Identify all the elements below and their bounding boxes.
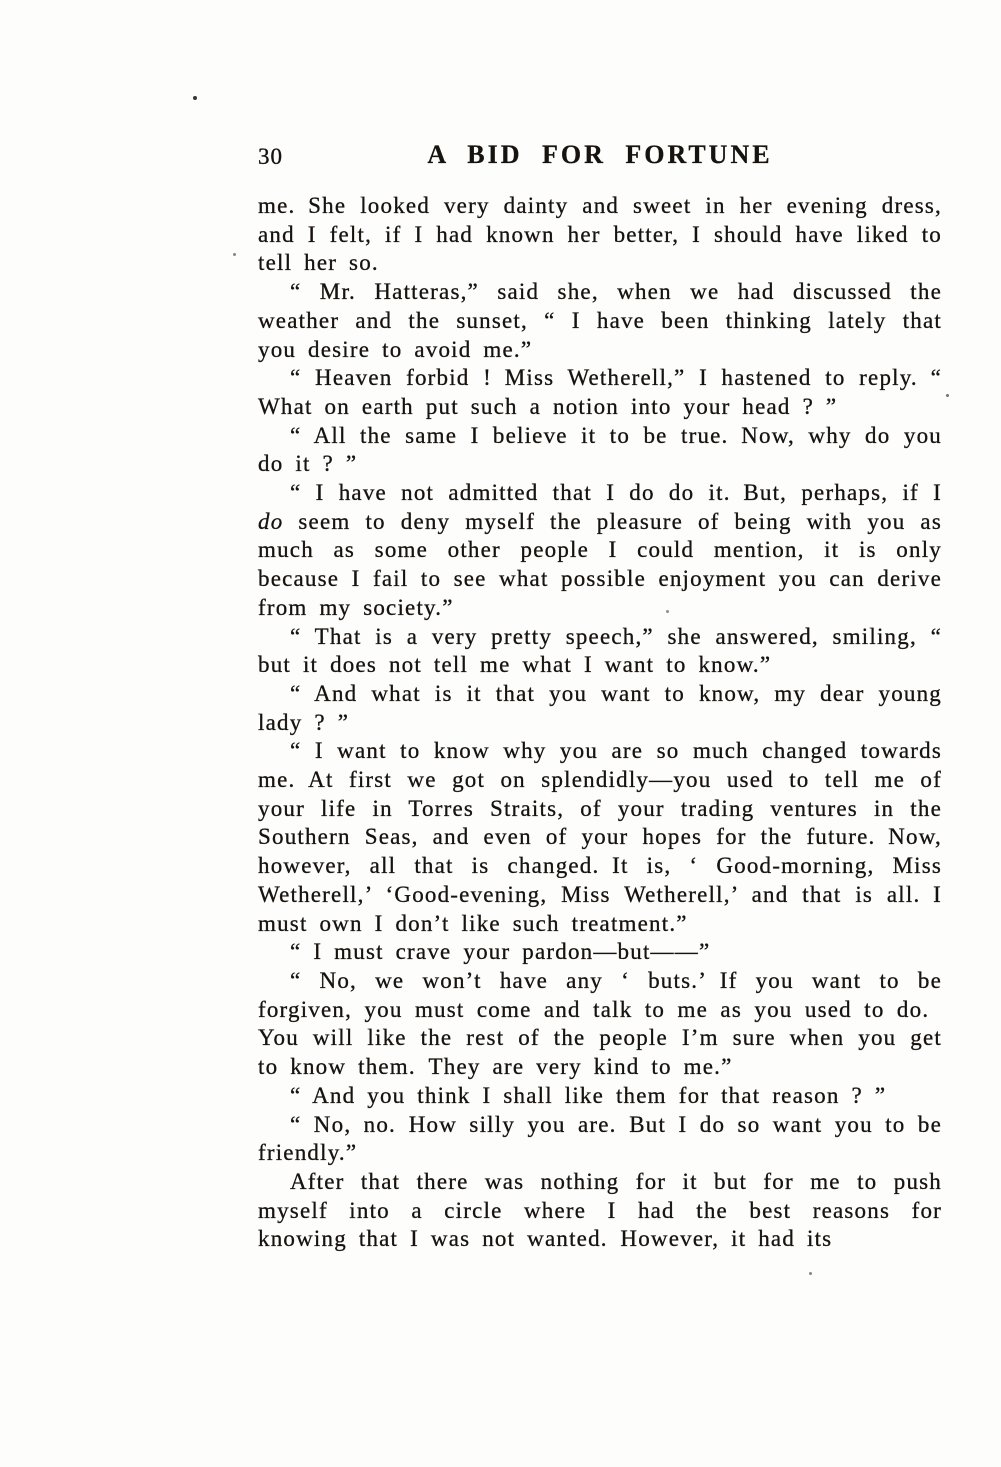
text-segment: After that there was nothing for it but for me to push myself into a circle where I had the best reasons for knowing that I was not wanted. However, it had its [258, 1168, 942, 1252]
paragraph [258, 1111, 942, 1168]
page-number: 30 [258, 144, 283, 169]
paragraph [258, 737, 942, 938]
running-head: A BID FOR FORTUNE [427, 140, 773, 169]
text-segment: seem to deny myself the pleasure of being with you as much as some other people I could mention, it is only because I fail to see what possible enjoyment you can derive from my society.” [258, 508, 942, 620]
paragraph [258, 422, 942, 479]
text-segment: “ And you think I shall like them for that reason ? ” [290, 1082, 887, 1108]
text-segment: “ I must crave your pardon—but——” [290, 939, 711, 965]
paragraph [258, 364, 942, 421]
text-segment: “ I want to know why you are so much changed towards me. At first we got on splendidly—you used to tell me of your life in Torres Straits, of your trading ventures in the Southern Seas, and even of your hopes for the future. Now, however, all that is changed. It is, ‘ Good-morning, Miss Wetherell,’ ‘Good-evening, Miss Wetherell,’ and that is all. I must own I don’t like such treatment.” [258, 738, 942, 936]
paragraph [258, 967, 942, 1082]
paragraph [258, 1168, 942, 1254]
text-segment: “ All the same I believe it to be true. Now, why do you do it ? ” [258, 422, 942, 477]
paragraph [258, 680, 942, 737]
paragraph [258, 278, 942, 364]
text-segment: “ Heaven forbid ! Miss Wetherell,” I hastened to reply. “ What on earth put such a notion into your head ? ” [258, 365, 942, 419]
paragraph [258, 1082, 942, 1111]
scan-speck [946, 394, 949, 397]
paragraph [258, 479, 942, 623]
paragraph [258, 938, 942, 967]
page-text [258, 192, 942, 1254]
scan-speck [809, 1272, 812, 1275]
text-segment: me. She looked very dainty and sweet in her evening dress, and I felt, if I had known her better, I should have liked to tell her so. [258, 193, 942, 276]
text-segment: “ No, we won’t have any ‘ buts.’ If you want to be forgiven, you must come and talk to me as you used to do. You will like the rest of the people I’m sure when you get to know them. They are very kind to me.” [258, 967, 942, 1080]
text-segment: “ I have not admitted that I do do it. But, perhaps, if I [290, 480, 942, 506]
italic-text: do [258, 508, 284, 534]
scan-speck [233, 253, 236, 256]
text-segment: “ And what is it that you want to know, my dear young lady ? ” [258, 680, 942, 735]
text-segment: “ That is a very pretty speech,” she answered, smiling, “ but it does not tell me what I want to know.” [258, 623, 942, 678]
text-segment: “ Mr. Hatteras,” said she, when we had discussed the weather and the sunset, “ I have been thinking lately that you desire to avoid me.” [258, 279, 942, 362]
scan-speck [193, 96, 197, 100]
text-segment: “ No, no. How silly you are. But I do so want you to be friendly.” [258, 1111, 942, 1166]
paragraph [258, 192, 942, 278]
paragraph [258, 623, 942, 680]
